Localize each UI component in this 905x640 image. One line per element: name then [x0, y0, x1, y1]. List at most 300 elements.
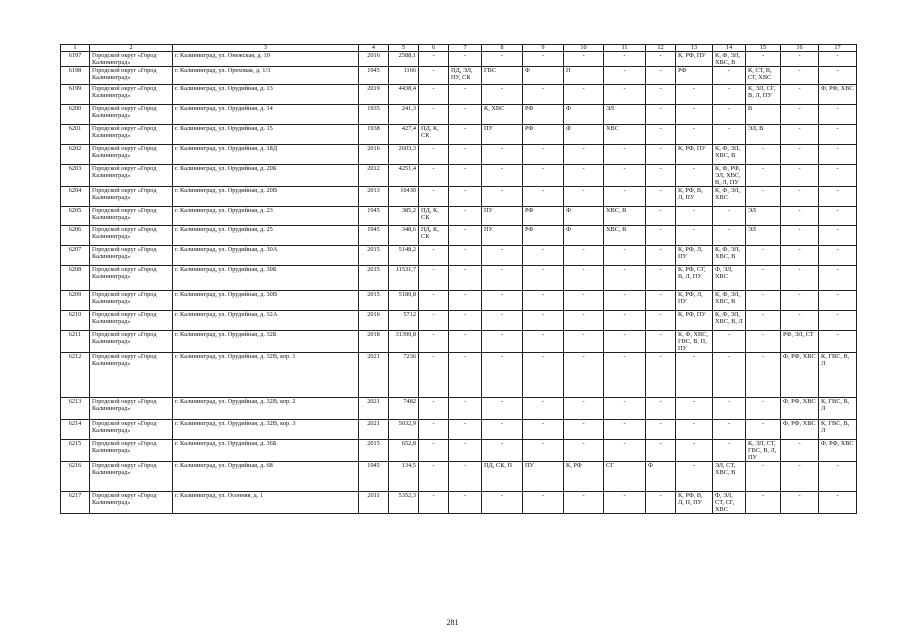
col7-cell: -	[449, 226, 482, 246]
district-cell: Городской округ «Город Калининград»	[90, 462, 173, 492]
area-cell: 427,4	[389, 125, 419, 145]
year-cell: 2016	[359, 52, 389, 67]
year-cell: 1945	[359, 226, 389, 246]
district-cell: Городской округ «Город Калининград»	[90, 440, 173, 462]
col17-cell: -	[819, 226, 857, 246]
col13-cell: -	[676, 125, 713, 145]
col9-cell: -	[523, 187, 564, 207]
col13-cell: К, Ф, ХВС, ГВС, В, П, ПУ	[676, 331, 713, 353]
district-cell: Городской округ «Город Калининград»	[90, 266, 173, 291]
year-cell: 2015	[359, 291, 389, 311]
column-number-4: 4	[359, 45, 389, 52]
col12-cell: -	[646, 226, 676, 246]
col9-cell: -	[523, 165, 564, 187]
col12-cell: -	[646, 492, 676, 514]
area-cell: 4438,4	[389, 85, 419, 105]
address-cell: г. Калининград, ул. Ореховая, д. 1/3	[173, 67, 359, 85]
col17-cell: -	[819, 67, 857, 85]
col6-cell: ПД, К, СК	[419, 207, 449, 226]
address-cell: г. Калининград, ул. Орудийная, д. 32В, кор. 2	[173, 398, 359, 420]
column-number-14: 14	[713, 45, 746, 52]
col14-cell: ЭЛ, СТ, ХВС, В	[713, 462, 746, 492]
area-cell: 2588,1	[389, 52, 419, 67]
district-cell: Городской округ «Город Калининград»	[90, 165, 173, 187]
col13-cell: К, РФ, В, Л, П, ПУ	[676, 492, 713, 514]
col9-cell: РФ	[523, 207, 564, 226]
col7-cell: -	[449, 105, 482, 125]
col13-cell: К, РФ, Л, ПУ	[676, 246, 713, 266]
col9-cell: -	[523, 145, 564, 165]
col7-cell: -	[449, 440, 482, 462]
area-cell: 7482	[389, 398, 419, 420]
col11-cell: -	[604, 331, 646, 353]
column-number-15: 15	[746, 45, 781, 52]
col15-cell: ЭЛ	[746, 226, 781, 246]
table-row	[61, 291, 857, 311]
col16-cell: РФ, ЭЛ, СТ	[781, 331, 819, 353]
col8-cell: -	[482, 311, 523, 331]
col14-cell: К, Ф, РФ, ЭЛ, ХВС, В, Л, ПУ	[713, 165, 746, 187]
col15-cell: -	[746, 52, 781, 67]
district-cell: Городской округ «Город Калининград»	[90, 331, 173, 353]
col16-cell: -	[781, 440, 819, 462]
col15-cell: -	[746, 462, 781, 492]
year-cell: 1945	[359, 462, 389, 492]
col16-cell: -	[781, 266, 819, 291]
area-cell: 5148,2	[389, 246, 419, 266]
col13-cell: -	[676, 398, 713, 420]
address-cell: г. Калининград, ул. Орудийная, д. 20В	[173, 187, 359, 207]
col13-cell: К, РФ, ПУ	[676, 311, 713, 331]
register-table-container	[60, 44, 857, 514]
address-cell: г. Калининград, ул. Орудийная, д. 23	[173, 207, 359, 226]
col16-cell: -	[781, 207, 819, 226]
address-cell: г. Калининград, ул. Орудийная, д. 68	[173, 462, 359, 492]
col6-cell: ПД, К, СК	[419, 125, 449, 145]
year-cell: 2021	[359, 420, 389, 440]
col13-cell: К, РФ, ПУ	[676, 52, 713, 67]
address-cell: г. Калининград, ул. Онежская, д. 10	[173, 52, 359, 67]
table-row	[61, 125, 857, 145]
col10-cell: -	[564, 85, 604, 105]
col17-cell: К, ГВС, В, Л	[819, 398, 857, 420]
col8-cell: -	[482, 291, 523, 311]
col7-cell: -	[449, 311, 482, 331]
col17-cell: -	[819, 492, 857, 514]
column-number-2: 2	[90, 45, 173, 52]
column-number-12: 12	[646, 45, 676, 52]
area-cell: 5712	[389, 311, 419, 331]
col17-cell: -	[819, 331, 857, 353]
col6-cell: -	[419, 165, 449, 187]
table-row	[61, 207, 857, 226]
col6-cell: -	[419, 246, 449, 266]
year-cell: 1945	[359, 207, 389, 226]
district-cell: Городской округ «Город Калининград»	[90, 145, 173, 165]
col10-cell: -	[564, 398, 604, 420]
col9-cell: ПУ	[523, 462, 564, 492]
table-row	[61, 492, 857, 514]
table-row	[61, 145, 857, 165]
column-number-5: 5	[389, 45, 419, 52]
year-cell: 2013	[359, 187, 389, 207]
column-number-7: 7	[449, 45, 482, 52]
col12-cell: -	[646, 85, 676, 105]
col12-cell: Ф	[646, 462, 676, 492]
col15-cell: -	[746, 246, 781, 266]
col16-cell: -	[781, 145, 819, 165]
row-number: 6203	[61, 165, 90, 187]
col16-cell: -	[781, 125, 819, 145]
col10-cell: -	[564, 187, 604, 207]
col15-cell: К, СТ, В, СГ, ХВС	[746, 67, 781, 85]
col12-cell: -	[646, 207, 676, 226]
col10-cell: -	[564, 420, 604, 440]
col15-cell: -	[746, 266, 781, 291]
col14-cell: К, Ф, ЭЛ, ХВС, В	[713, 145, 746, 165]
district-cell: Городской округ «Город Калининград»	[90, 492, 173, 514]
column-number-6: 6	[419, 45, 449, 52]
address-cell: г. Калининград, ул. Орудийная, д. 32А	[173, 311, 359, 331]
col13-cell: -	[676, 105, 713, 125]
col15-cell: -	[746, 145, 781, 165]
address-cell: г. Калининград, ул. Орудийная, д. 13	[173, 85, 359, 105]
table-body	[61, 52, 857, 514]
table-row	[61, 226, 857, 246]
col12-cell: -	[646, 187, 676, 207]
col15-cell: -	[746, 492, 781, 514]
col13-cell: -	[676, 226, 713, 246]
col9-cell: -	[523, 311, 564, 331]
col14-cell: К, Ф, ЭЛ, ХВС, В, Л	[713, 311, 746, 331]
col9-cell: -	[523, 85, 564, 105]
address-cell: г. Калининград, ул. Орудийная, д. 18Д	[173, 145, 359, 165]
district-cell: Городской округ «Город Калининград»	[90, 52, 173, 67]
col10-cell: -	[564, 311, 604, 331]
col15-cell: -	[746, 187, 781, 207]
col8-cell: -	[482, 266, 523, 291]
col10-cell: -	[564, 266, 604, 291]
row-number: 6197	[61, 52, 90, 67]
col10-cell: -	[564, 291, 604, 311]
row-number: 6206	[61, 226, 90, 246]
col16-cell: -	[781, 462, 819, 492]
district-cell: Городской округ «Город Калининград»	[90, 246, 173, 266]
col7-cell: -	[449, 187, 482, 207]
col8-cell: -	[482, 331, 523, 353]
col14-cell: -	[713, 67, 746, 85]
col11-cell: -	[604, 291, 646, 311]
col11-cell: -	[604, 398, 646, 420]
address-cell: г. Калининград, ул. Орудийная, д. 32Б	[173, 331, 359, 353]
col12-cell: -	[646, 420, 676, 440]
col9-cell: -	[523, 291, 564, 311]
col7-cell: -	[449, 52, 482, 67]
col15-cell: К, ЭЛ, СТ, ГВС, В, Л, ПУ	[746, 440, 781, 462]
col12-cell: -	[646, 311, 676, 331]
col9-cell: -	[523, 353, 564, 398]
district-cell: Городской округ «Город Калининград»	[90, 226, 173, 246]
col12-cell: -	[646, 331, 676, 353]
row-number: 6213	[61, 398, 90, 420]
col9-cell: РФ	[523, 125, 564, 145]
col13-cell: -	[676, 462, 713, 492]
table-row	[61, 85, 857, 105]
col11-cell: -	[604, 420, 646, 440]
col14-cell: К, Ф, ЭЛ, ХВС, В	[713, 246, 746, 266]
area-cell: 31399,8	[389, 331, 419, 353]
col7-cell: -	[449, 353, 482, 398]
district-cell: Городской округ «Город Калининград»	[90, 85, 173, 105]
col16-cell: -	[781, 67, 819, 85]
col14-cell: -	[713, 207, 746, 226]
area-cell: 4251,4	[389, 165, 419, 187]
district-cell: Городской округ «Город Калининград»	[90, 67, 173, 85]
col8-cell: -	[482, 353, 523, 398]
col13-cell: -	[676, 85, 713, 105]
address-cell: г. Калининград, ул. Осенняя, д. 1	[173, 492, 359, 514]
row-number: 6216	[61, 462, 90, 492]
col6-cell: -	[419, 85, 449, 105]
year-cell: 1945	[359, 67, 389, 85]
district-cell: Городской округ «Город Калининград»	[90, 353, 173, 398]
area-cell: 5352,3	[389, 492, 419, 514]
column-number-13: 13	[676, 45, 713, 52]
col8-cell: К, ХВС	[482, 105, 523, 125]
year-cell: 2021	[359, 398, 389, 420]
col11-cell: -	[604, 67, 646, 85]
col6-cell: -	[419, 105, 449, 125]
col16-cell: -	[781, 492, 819, 514]
col6-cell: -	[419, 187, 449, 207]
col8-cell: ПУ	[482, 125, 523, 145]
col8-cell: -	[482, 187, 523, 207]
col7-cell: -	[449, 331, 482, 353]
col16-cell: -	[781, 165, 819, 187]
address-cell: г. Калининград, ул. Орудийная, д. 30А	[173, 246, 359, 266]
col11-cell: -	[604, 246, 646, 266]
col15-cell: -	[746, 291, 781, 311]
col7-cell: -	[449, 207, 482, 226]
col14-cell: -	[713, 440, 746, 462]
area-cell: 7236	[389, 353, 419, 398]
col14-cell: -	[713, 420, 746, 440]
col16-cell: Ф, РФ, ХВС	[781, 398, 819, 420]
col15-cell: -	[746, 353, 781, 398]
col17-cell: Ф, РФ, ХВС	[819, 85, 857, 105]
col7-cell: -	[449, 145, 482, 165]
col17-cell: -	[819, 187, 857, 207]
col7-cell: -	[449, 165, 482, 187]
col9-cell: РФ	[523, 226, 564, 246]
col15-cell: -	[746, 398, 781, 420]
row-number: 6214	[61, 420, 90, 440]
col11-cell: ХВС, В	[604, 226, 646, 246]
col10-cell: К, РФ	[564, 462, 604, 492]
col15-cell: -	[746, 331, 781, 353]
col8-cell: -	[482, 440, 523, 462]
col11-cell: -	[604, 492, 646, 514]
year-cell: 2015	[359, 266, 389, 291]
table-row	[61, 353, 857, 398]
col13-cell: -	[676, 353, 713, 398]
column-number-11: 11	[604, 45, 646, 52]
row-number: 6201	[61, 125, 90, 145]
col14-cell: -	[713, 105, 746, 125]
col7-cell: -	[449, 492, 482, 514]
col15-cell: ЭЛ	[746, 207, 781, 226]
col16-cell: -	[781, 311, 819, 331]
row-number: 6217	[61, 492, 90, 514]
col7-cell: ПД, ЭЛ, ПУ, СК	[449, 67, 482, 85]
col10-cell: Ф	[564, 125, 604, 145]
col10-cell: -	[564, 440, 604, 462]
col15-cell: -	[746, 165, 781, 187]
col6-cell: -	[419, 52, 449, 67]
col6-cell: -	[419, 398, 449, 420]
col17-cell: К, ГВС, В, Л	[819, 353, 857, 398]
col10-cell: -	[564, 52, 604, 67]
col6-cell: -	[419, 266, 449, 291]
year-cell: 1935	[359, 105, 389, 125]
col12-cell: -	[646, 266, 676, 291]
col17-cell: -	[819, 246, 857, 266]
col7-cell: -	[449, 291, 482, 311]
col10-cell: -	[564, 246, 604, 266]
row-number: 6200	[61, 105, 90, 125]
col17-cell: -	[819, 125, 857, 145]
col17-cell: Ф, РФ, ХВС	[819, 440, 857, 462]
year-cell: 2016	[359, 311, 389, 331]
column-number-3: 3	[173, 45, 359, 52]
col15-cell: ЭЛ, В	[746, 125, 781, 145]
col10-cell: Ф	[564, 226, 604, 246]
district-cell: Городской округ «Город Калининград»	[90, 398, 173, 420]
row-number: 6211	[61, 331, 90, 353]
col6-cell: -	[419, 440, 449, 462]
area-cell: 348,6	[389, 226, 419, 246]
col6-cell: -	[419, 291, 449, 311]
table-row	[61, 398, 857, 420]
col12-cell: -	[646, 165, 676, 187]
col14-cell: -	[713, 331, 746, 353]
row-number: 6210	[61, 311, 90, 331]
col8-cell: ПУ	[482, 207, 523, 226]
register-table	[60, 44, 857, 514]
col15-cell: -	[746, 311, 781, 331]
row-number: 6212	[61, 353, 90, 398]
col13-cell: К, РФ, В, Л, ПУ	[676, 187, 713, 207]
col17-cell: -	[819, 165, 857, 187]
row-number: 6207	[61, 246, 90, 266]
col16-cell: Ф, РФ, ХВС	[781, 420, 819, 440]
col12-cell: -	[646, 145, 676, 165]
col6-cell: ПД, К, СК	[419, 226, 449, 246]
district-cell: Городской округ «Город Калининград»	[90, 291, 173, 311]
area-cell: 10430	[389, 187, 419, 207]
table-row	[61, 246, 857, 266]
col13-cell: К, РФ, ПУ	[676, 145, 713, 165]
col12-cell: -	[646, 398, 676, 420]
col9-cell: -	[523, 492, 564, 514]
col9-cell: -	[523, 420, 564, 440]
col13-cell: РФ	[676, 67, 713, 85]
table-row	[61, 440, 857, 462]
row-number: 6198	[61, 67, 90, 85]
column-number-10: 10	[564, 45, 604, 52]
col15-cell: К, ЭЛ, СГ, В, Л, ПУ	[746, 85, 781, 105]
col6-cell: -	[419, 462, 449, 492]
col17-cell: -	[819, 311, 857, 331]
row-number: 6204	[61, 187, 90, 207]
col12-cell: -	[646, 67, 676, 85]
address-cell: г. Калининград, ул. Орудийная, д. 32В, кор. 3	[173, 420, 359, 440]
col11-cell: -	[604, 440, 646, 462]
col14-cell: -	[713, 125, 746, 145]
col6-cell: -	[419, 145, 449, 165]
col9-cell: -	[523, 52, 564, 67]
page-number: 281	[446, 618, 459, 627]
district-cell: Городской округ «Город Калининград»	[90, 105, 173, 125]
col14-cell: К, Ф, ЭЛ, ХВС, В	[713, 291, 746, 311]
col12-cell: -	[646, 291, 676, 311]
col8-cell: -	[482, 145, 523, 165]
col14-cell: -	[713, 85, 746, 105]
col16-cell: -	[781, 246, 819, 266]
address-cell: г. Калининград, ул. Орудийная, д. 20Б	[173, 165, 359, 187]
address-cell: г. Калининград, ул. Орудийная, д. 36Б	[173, 440, 359, 462]
col12-cell: -	[646, 52, 676, 67]
row-number: 6199	[61, 85, 90, 105]
area-cell: 5032,9	[389, 420, 419, 440]
col12-cell: -	[646, 246, 676, 266]
district-cell: Городской округ «Город Калининград»	[90, 125, 173, 145]
col14-cell: -	[713, 398, 746, 420]
col6-cell: -	[419, 353, 449, 398]
col8-cell: ГВС	[482, 67, 523, 85]
col13-cell: -	[676, 420, 713, 440]
col10-cell: -	[564, 331, 604, 353]
year-cell: 2011	[359, 492, 389, 514]
table-row	[61, 462, 857, 492]
col13-cell: -	[676, 440, 713, 462]
col11-cell: ХВС	[604, 125, 646, 145]
col15-cell: -	[746, 420, 781, 440]
district-cell: Городской округ «Город Калининград»	[90, 311, 173, 331]
district-cell: Городской округ «Город Калининград»	[90, 420, 173, 440]
table-row	[61, 311, 857, 331]
table-row	[61, 266, 857, 291]
col8-cell: ПУ	[482, 226, 523, 246]
table-row	[61, 52, 857, 67]
col11-cell: -	[604, 353, 646, 398]
col16-cell: -	[781, 291, 819, 311]
col8-cell: ПД, СК, П	[482, 462, 523, 492]
col8-cell: -	[482, 52, 523, 67]
col16-cell: -	[781, 187, 819, 207]
area-cell: 134,5	[389, 462, 419, 492]
col12-cell: -	[646, 353, 676, 398]
col11-cell: -	[604, 165, 646, 187]
col17-cell: К, ГВС, В, Л	[819, 420, 857, 440]
col10-cell: -	[564, 492, 604, 514]
address-cell: г. Калининград, ул. Орудийная, д. 30Б	[173, 266, 359, 291]
col14-cell: -	[713, 353, 746, 398]
col14-cell: Ф, ЭЛ, ХВС	[713, 266, 746, 291]
col8-cell: -	[482, 420, 523, 440]
col17-cell: -	[819, 145, 857, 165]
col13-cell: К, РФ, Л, ПУ	[676, 291, 713, 311]
